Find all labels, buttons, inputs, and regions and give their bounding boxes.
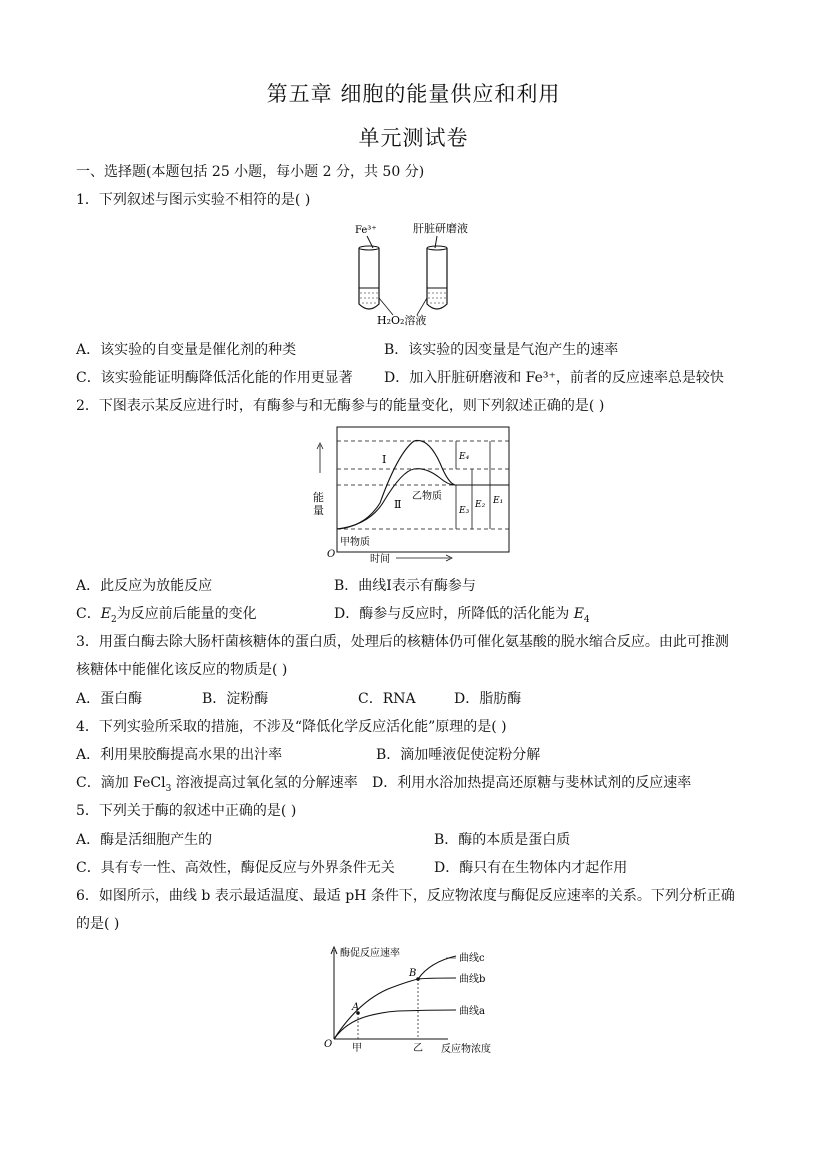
x-mark-1: 甲 [352, 1043, 362, 1054]
y-axis-label: 酶促反应速率 [340, 948, 400, 959]
q1-option-d: D．加入肝脏研磨液和 Fe³⁺，前者的反应速率总是较快 [384, 370, 724, 386]
q2-stem: 2．下图表示某反应进行时，有酶参与和无酶参与的能量变化，则下列叙述正确的是( ) [76, 398, 605, 414]
q5-option-b: B．酶的本质是蛋白质 [434, 832, 571, 848]
test-title: 单元测试卷 [358, 126, 469, 150]
x-axis-label: 反应物浓度 [441, 1044, 491, 1055]
q4-option-a: A．利用果胶酶提高水果的出汁率 [76, 747, 283, 763]
q2-energy-figure [310, 423, 515, 565]
tube-right [427, 248, 447, 309]
h2o2-label: H₂O₂溶液 [377, 314, 427, 327]
q5-option-c: C．具有专一性、高效性，酶促反应与外界条件无关 [76, 860, 395, 876]
curve-a-label: 曲线a [459, 1006, 485, 1017]
q5-option-d: D．酶只有在生物体内才起作用 [434, 860, 628, 876]
q1-option-b: B．该实验的因变量是气泡产生的速率 [384, 342, 619, 358]
curve-b-label: 曲线b [459, 974, 486, 985]
y-axis-label-2: 量 [313, 504, 324, 517]
q3-option-b: B．淀粉酶 [202, 691, 269, 707]
reactant-label: 甲物质 [340, 537, 370, 548]
x-axis-label: 时间 [370, 554, 390, 565]
point-a-label: A [352, 1002, 360, 1013]
curve-ii-label: Ⅱ [394, 498, 402, 511]
curve-i-label: Ⅰ [382, 453, 387, 466]
q1-stem: 1．下列叙述与图示实验不相符的是( ) [76, 192, 311, 208]
q6-stem-line1: 6．如图所示，曲线 b 表示最适温度、最适 pH 条件下，反应物浓度与酶促反应速率的关系。下列分析正确 [76, 888, 735, 904]
q6-rate-figure [318, 944, 508, 1056]
tube-left [359, 248, 379, 309]
e2-label: E₂ [475, 500, 486, 510]
y-axis-label-1: 能 [313, 491, 324, 504]
x-mark-2: 乙 [413, 1043, 423, 1054]
q1-test-tubes-figure [345, 218, 485, 328]
q5-stem: 5．下列关于酶的叙述中正确的是( ) [76, 803, 297, 819]
e1-label: E₁ [493, 496, 504, 506]
q5-option-a: A．酶是活细胞产生的 [76, 832, 213, 848]
q2-option-c: C．$E_2$为反应前后能量的变化 [76, 606, 257, 625]
q3-stem-line2: 核糖体中能催化该反应的物质是( ) [76, 662, 288, 678]
q2-option-d: D．酶参与反应时，所降低的活化能为 $E_4$ [334, 606, 590, 625]
q3-option-d: D．脂肪酶 [454, 691, 522, 707]
q2-option-a: A．此反应为放能反应 [76, 578, 213, 594]
chapter-title: 第五章 细胞的能量供应和利用 [266, 82, 561, 106]
curve-a [334, 1010, 456, 1039]
energy-frame [337, 427, 509, 552]
liver-label: 肝脏研磨液 [413, 222, 468, 235]
origin-label: O [324, 1039, 333, 1050]
q6-stem-line2: 的是( ) [76, 916, 120, 932]
product-label: 乙物质 [412, 491, 442, 502]
e4-label: E₄ [459, 452, 470, 462]
q4-option-c: C．滴加 FeCl$_3$ 溶液提高过氧化氢的分解速率 [76, 775, 358, 794]
q4-option-b: B．滴加唾液促使淀粉分解 [376, 747, 541, 763]
q4-stem: 4．下列实验所采取的措施，不涉及“降低化学反应活化能”原理的是( ) [76, 719, 507, 735]
origin-label: O [327, 549, 336, 560]
curve-c [418, 956, 456, 979]
q2-option-b: B．曲线Ⅰ表示有酶参与 [334, 578, 476, 594]
point-b-label: B [409, 968, 417, 979]
q1-option-a: A．该实验的自变量是催化剂的种类 [76, 342, 297, 358]
section-heading: 一、选择题(本题包括 25 小题，每小题 2 分，共 50 分) [76, 164, 425, 180]
q3-option-c: C．RNA [358, 691, 416, 707]
curve-c-label: 曲线c [459, 953, 485, 964]
q4-option-d: D．利用水浴加热提高还原糖与斐林试剂的反应速率 [372, 775, 692, 791]
q3-option-a: A．蛋白酶 [76, 691, 143, 707]
e3-label: E₃ [459, 506, 470, 516]
q1-option-c: C．该实验能证明酶降低活化能的作用更显著 [76, 370, 353, 386]
q3-stem-line1: 3．用蛋白酶去除大肠杆菌核糖体的蛋白质，处理后的核糖体仍可催化氨基酸的脱水缩合反应。由此可推测 [76, 634, 729, 650]
fe-label: Fe³⁺ [355, 225, 377, 236]
